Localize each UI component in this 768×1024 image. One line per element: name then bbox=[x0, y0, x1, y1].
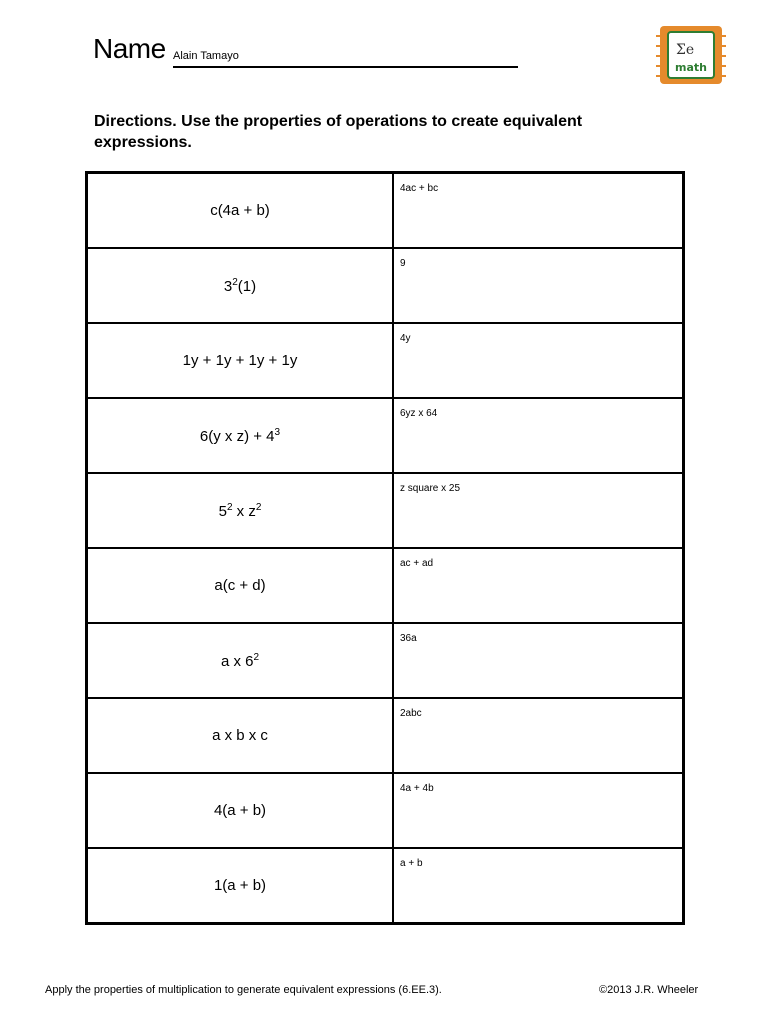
table-row bbox=[87, 773, 684, 848]
expression-cell bbox=[87, 698, 394, 773]
answer-cell[interactable] bbox=[393, 848, 684, 924]
expression-cell bbox=[87, 623, 394, 698]
answer-text: 6yz x 64 bbox=[400, 408, 438, 419]
name-value: Alain Tamayo bbox=[173, 50, 239, 62]
svg-text:Σe: Σe bbox=[676, 42, 695, 58]
math-chip-logo bbox=[656, 24, 726, 86]
expression-text: a(c + d) bbox=[214, 577, 266, 594]
answer-text: 4y bbox=[400, 333, 411, 344]
answer-cell[interactable] bbox=[393, 623, 684, 698]
footer-standard: Apply the properties of multiplication to generate equivalent expressions (6.EE.3). bbox=[45, 984, 442, 996]
logo-text: math bbox=[675, 61, 707, 74]
expression-cell bbox=[87, 773, 394, 848]
expression-text: 1y + 1y + 1y + 1y bbox=[182, 352, 298, 369]
exponent: 3 bbox=[274, 426, 281, 438]
answer-cell[interactable] bbox=[393, 173, 684, 249]
name-label: Name bbox=[93, 33, 166, 64]
answer-text: ac + ad bbox=[400, 558, 434, 569]
expression-text: 1(a + b) bbox=[213, 877, 267, 894]
answer-cell[interactable] bbox=[393, 773, 684, 848]
answer-text: 36a bbox=[400, 633, 417, 644]
answer-text: 9 bbox=[400, 258, 406, 269]
answer-cell[interactable] bbox=[393, 248, 684, 323]
table-row bbox=[87, 398, 684, 473]
answer-text: 2abc bbox=[400, 708, 422, 719]
expression-cell bbox=[87, 248, 394, 323]
answer-text: 4ac + bc bbox=[400, 183, 439, 194]
exponent: 2 bbox=[253, 651, 260, 663]
expression-text: 6(y x z) + 4 bbox=[199, 427, 275, 445]
footer-copyright: ©2013 J.R. Wheeler bbox=[599, 984, 699, 996]
answer-text: 4a + 4b bbox=[400, 783, 434, 794]
table-row bbox=[87, 173, 684, 249]
expression-text: a x 6 bbox=[220, 652, 254, 670]
table-row bbox=[87, 698, 684, 773]
expression-cell bbox=[87, 323, 394, 398]
expression-text: x z bbox=[232, 502, 256, 520]
expression-cell bbox=[87, 548, 394, 623]
table-row bbox=[87, 323, 684, 398]
expression-text: 4(a + b) bbox=[213, 802, 267, 819]
exponent: 2 bbox=[255, 501, 262, 513]
expression-cell bbox=[87, 398, 394, 473]
name-field[interactable] bbox=[173, 50, 518, 68]
expression-text: a x b x c bbox=[212, 727, 268, 744]
answer-text: a + b bbox=[400, 858, 423, 869]
expression-cell bbox=[87, 848, 394, 924]
table-row bbox=[87, 473, 684, 548]
directions: Directions. Use the properties of operations to create equivalent expressions. bbox=[94, 113, 583, 151]
expression-text: c(4a + b) bbox=[210, 202, 270, 219]
answer-cell[interactable] bbox=[393, 398, 684, 473]
expression-cell bbox=[87, 473, 394, 548]
expression-text: (1) bbox=[237, 277, 257, 295]
table-row bbox=[87, 548, 684, 623]
answer-cell[interactable] bbox=[393, 698, 684, 773]
table-row bbox=[87, 623, 684, 698]
exponent: 2 bbox=[232, 276, 238, 288]
exponent: 2 bbox=[226, 501, 233, 513]
worksheet-table bbox=[85, 171, 685, 925]
answer-cell[interactable] bbox=[393, 323, 684, 398]
answer-cell[interactable] bbox=[393, 548, 684, 623]
expression-text: 5 bbox=[218, 502, 227, 520]
expression-text: 3 bbox=[223, 277, 233, 295]
table-row bbox=[87, 248, 684, 323]
answer-cell[interactable] bbox=[393, 473, 684, 548]
expression-cell bbox=[87, 173, 394, 249]
answer-text: z square x 25 bbox=[400, 483, 461, 494]
table-row bbox=[87, 848, 684, 924]
